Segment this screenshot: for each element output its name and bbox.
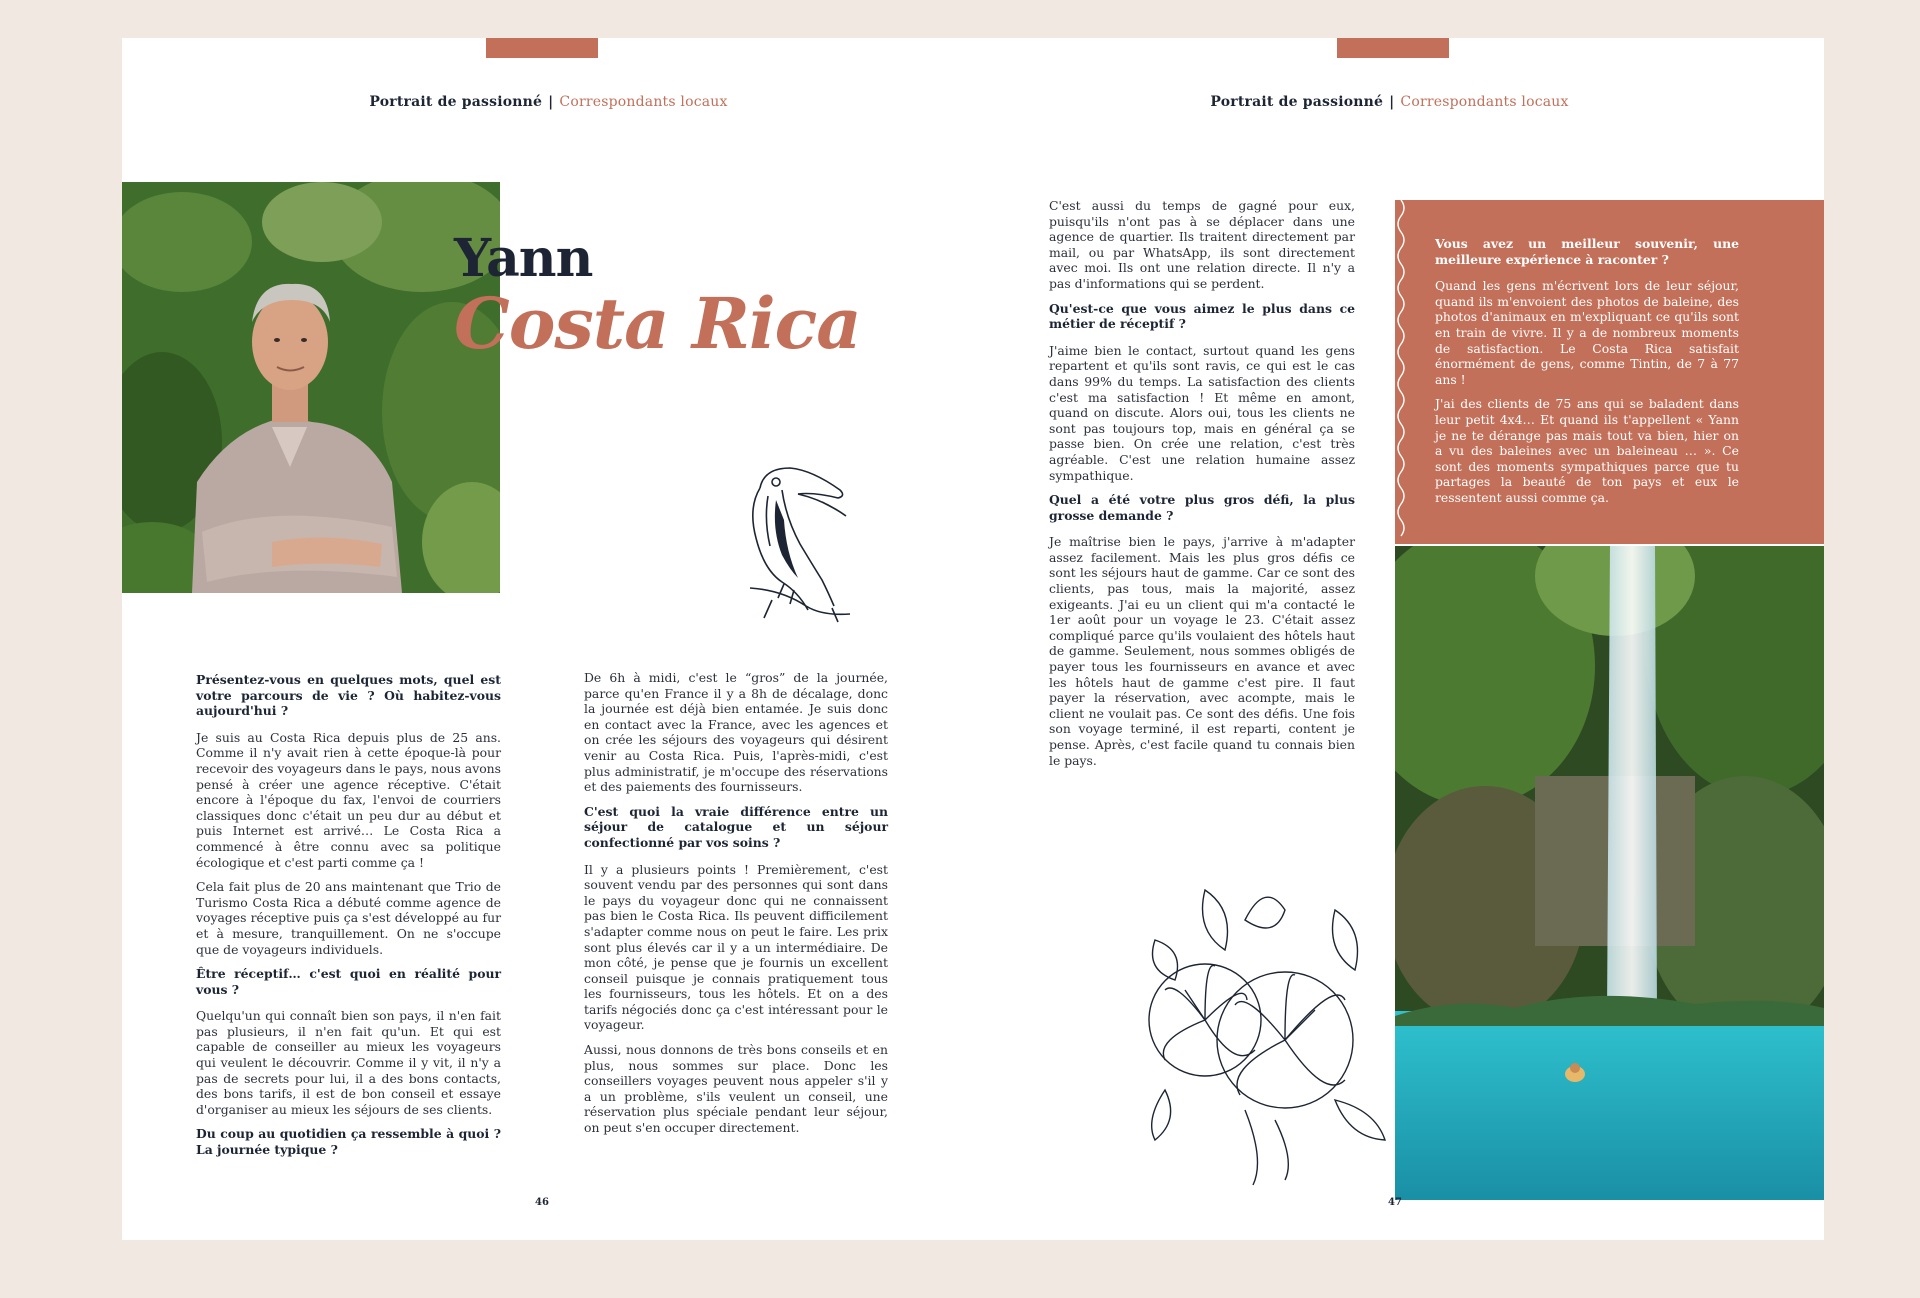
header-separator: | bbox=[548, 94, 554, 110]
interview-paragraph: Je suis au Costa Rica depuis plus de 25 ans. Comme il n'y avait rien à cette époque-là pour recevoir des voyageurs dans le pays, nous avons pensé à créer une agence réceptive. C'était encore à l'époque du fax, l'envoi de courriers classiques donc c'était un peu dur au début et puis Internet est arrivé… Le Costa Rica a commencé à être connu avec sa politique écologique et c'est parti comme ça ! bbox=[196, 729, 501, 870]
header-subsection: Correspondants locaux bbox=[559, 94, 728, 110]
header-subsection: Correspondants locaux bbox=[1400, 94, 1569, 110]
title-country: Costa Rica bbox=[454, 282, 861, 365]
decorative-border bbox=[1395, 200, 1407, 544]
header-separator: | bbox=[1389, 94, 1395, 110]
interview-paragraph: Cela fait plus de 20 ans maintenant que Trio de Turismo Costa Rica a débuté comme agence de voyages réceptive puis ça s'est développé au fur et à mesure, tranquillement. On ne s'occupe que de voyageurs individuels. bbox=[196, 879, 501, 957]
header-section: Portrait de passionné bbox=[369, 94, 543, 110]
interview-question: Quel a été votre plus gros défi, la plus grosse demande ? bbox=[1049, 492, 1355, 523]
right-column-1 bbox=[1049, 198, 1355, 777]
interview-question: Être réceptif… c'est quoi en réalité pour vous ? bbox=[196, 966, 501, 997]
callout-text bbox=[1435, 236, 1739, 515]
header-section: Portrait de passionné bbox=[1210, 94, 1384, 110]
interview-paragraph: C'est aussi du temps de gagné pour eux, puisqu'ils n'ont pas à se déplacer dans une agence de quartier. Ils traitent directement par mail, ou par WhatsApp, ils sont directement avec moi. Ils ont une relation directe. Il n'y a pas d'informations qui se perdent. bbox=[1049, 198, 1355, 291]
callout-box bbox=[1395, 200, 1824, 544]
interview-paragraph: J'ai des clients de 75 ans qui se baladent dans leur petit 4x4… Et quand ils t'appellent « Yann je ne te dérange pas mais tout va bien, hier on a vu des baleines avec un baleineau … ». Ce sont des moments sympathiques parce que tu partages la beauté de ton pays et eux le ressentent aussi comme ça. bbox=[1435, 396, 1739, 505]
page-number-right: 47 bbox=[1388, 1197, 1402, 1208]
page-number-left: 46 bbox=[535, 1197, 549, 1208]
right-page bbox=[975, 38, 1824, 1240]
interview-paragraph: Quelqu'un qui connaît bien son pays, il n'en fait pas plusieurs, il n'en fait qu'un. Et qui est capable de conseiller au mieux les voyageurs qui veulent le découvrir. Comme il y vit, il n'y a pas de secrets pour lui, il a des bons contacts, des bons tarifs, il est de bon conseil et essaye d'organiser au mieux les séjours de ses clients. bbox=[196, 1008, 501, 1117]
interview-paragraph: J'aime bien le contact, surtout quand les gens repartent et qu'ils sont ravis, ce qui est le cas dans 99% du temps. La satisfaction des clients c'est ma satisfaction ! Et même en amont, quand on discute. Alors oui, tous les clients ne sont pas toujours top, mais en général ça se passe bien. On crée une relation, c'est très agréable. C'est une relation humaine assez sympathique. bbox=[1049, 342, 1355, 483]
interview-paragraph: De 6h à midi, c'est le “gros” de la journée, parce qu'en France il y a 8h de décalage, donc la journée est déjà bien entamée. Je suis donc en contact avec la France, avec les agences et on crée les séjours des voyageurs qui désirent venir au Costa Rica. Puis, l'après-midi, c'est plus administratif, je m'occupe des réservations et des paiements des fournisseurs. bbox=[584, 670, 888, 795]
interview-paragraph: Quand les gens m'écrivent lors de leur séjour, quand ils m'envoient des photos de baleine, des photos d'animaux en m'expliquant ce qu'ils sont en train de vivre. Il y a de nombreux moments de satisfaction. Le Costa Rica satisfait énormément de gens, comme Tintin, de 7 à 77 ans ! bbox=[1435, 278, 1739, 387]
left-page bbox=[122, 38, 975, 1240]
interview-paragraph: Je maîtrise bien le pays, j'arrive à m'adapter assez facilement. Mais les plus gros défis ce sont les séjours haut de gamme. Car ce sont des clients, pas tous, mais la majorité, assez exigeants. J'ai eu un client qui m'a contacté le 1er août pour un voyage le 23. C'était assez compliqué parce qu'ils voulaient des hôtels haut de gamme. Seulement, nous sommes obligés de payer tous les fournisseurs en avance et avec les hôtels haut de gamme c'est pire. Il faut payer la réservation, avec acompte, mais le client ne voulait pas. Ce sont des défis. Une fois son voyage terminé, il est reparti, content je pense. Après, c'est facile quand tu connais bien le pays. bbox=[1049, 534, 1355, 768]
hibiscus-illustration bbox=[1135, 870, 1395, 1190]
toucan-illustration bbox=[742, 460, 862, 630]
interview-paragraph: Il y a plusieurs points ! Premièrement, c'est souvent vendu par des personnes qui sont dans le pays du voyageur donc qui ne connaissent pas bien le Costa Rica. Ils peuvent difficilement s'adapter comme nous on peut le faire. Les prix sont plus élevés car il y a un intermédiaire. De mon côté, je pense que je fournis un excellent conseil puisque je connais pratiquement tous les fournisseurs, tous les hôtels. Et on a des tarifs négociés donc ça c'est intéressant pour le voyageur. bbox=[584, 861, 888, 1033]
title-first-name: Yann bbox=[454, 228, 593, 289]
interview-question: Vous avez un meilleur souvenir, une meilleure expérience à raconter ? bbox=[1435, 236, 1739, 267]
portrait-photo bbox=[122, 182, 500, 593]
interview-question: Qu'est-ce que vous aimez le plus dans ce métier de réceptif ? bbox=[1049, 300, 1355, 332]
page-tab-marker bbox=[486, 38, 598, 58]
running-header bbox=[122, 94, 975, 110]
left-column-1 bbox=[196, 672, 501, 1169]
running-header bbox=[965, 94, 1814, 110]
left-column-2 bbox=[584, 670, 888, 1145]
page-tab-marker bbox=[1337, 38, 1449, 58]
interview-question: Du coup au quotidien ça ressemble à quoi ? La journée typique ? bbox=[196, 1126, 501, 1158]
waterfall-photo bbox=[1395, 546, 1824, 1200]
interview-question: C'est quoi la vraie différence entre un séjour de catalogue et un séjour confectionné par vos soins ? bbox=[584, 803, 888, 850]
interview-paragraph: Aussi, nous donnons de très bons conseils et en plus, nous sommes sur place. Donc les conseillers voyages peuvent nous appeler s'il y a un problème, s'ils veulent un conseil, une réservation plus spéciale pendant leur séjour, on peut s'en occuper directement. bbox=[584, 1042, 888, 1136]
interview-question: Présentez-vous en quelques mots, quel est votre parcours de vie ? Où habitez-vous aujourd'hui ? bbox=[196, 672, 501, 719]
